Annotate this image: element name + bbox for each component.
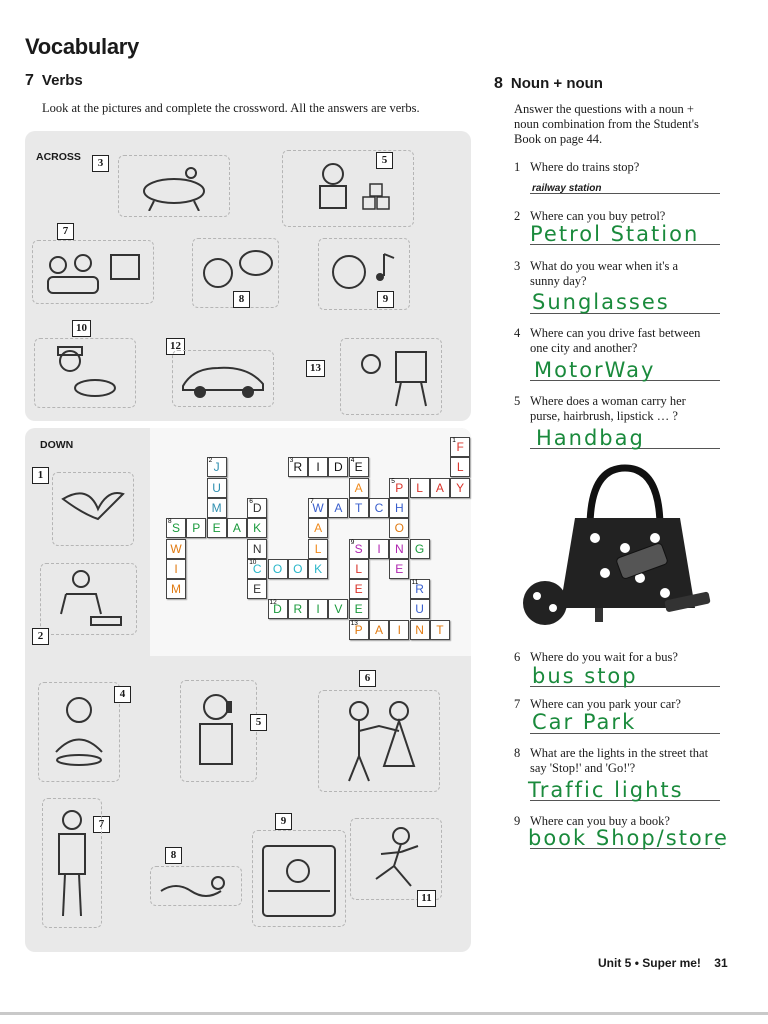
crossword-letter: W	[312, 500, 324, 515]
down-number-7: 7	[93, 816, 110, 833]
crossword-cell	[247, 518, 267, 538]
footer-bullet: •	[634, 956, 639, 970]
crossword-cell	[308, 539, 328, 559]
handbag-icon	[515, 458, 715, 628]
footer-unit: Unit 5	[598, 956, 632, 970]
answer-text[interactable]: Car Park	[532, 710, 637, 734]
crossword-clue-number: 13	[350, 619, 358, 627]
crossword-letter: E	[354, 602, 363, 617]
crossword-letter: A	[334, 500, 343, 515]
crossword-letter: I	[174, 561, 178, 576]
crossword-cell	[227, 518, 247, 538]
crossword-cell	[268, 599, 288, 619]
across-picture-cooking	[34, 338, 136, 408]
crossword-clue-number: 10	[249, 558, 257, 566]
crossword-letter: S	[171, 521, 180, 536]
crossword-letter: M	[211, 500, 222, 515]
question-number: 9	[514, 814, 521, 828]
question-item	[514, 160, 724, 176]
down-number-6: 6	[359, 670, 376, 687]
crossword-letter: D	[252, 500, 262, 515]
crossword-letter: T	[355, 500, 363, 515]
crossword-cell	[308, 559, 328, 579]
dancers-icon	[324, 696, 434, 786]
crossword-clue-number: 5	[391, 477, 395, 485]
crossword-cell	[166, 579, 186, 599]
crossword-letter: E	[253, 582, 262, 597]
crossword-letter: A	[435, 480, 444, 495]
handbag-illustration	[515, 458, 715, 628]
crossword-letter: I	[316, 460, 320, 475]
across-picture-singing	[318, 238, 410, 310]
answer-text[interactable]: Traffic lights	[528, 778, 684, 802]
crossword-letter: I	[377, 541, 381, 556]
crossword-letter: H	[394, 500, 404, 515]
crossword-letter: U	[212, 480, 221, 495]
crossword-cell	[349, 457, 369, 477]
crossword-cell	[389, 559, 409, 579]
crossword-letter: Y	[456, 480, 465, 495]
crossword-cell	[349, 498, 369, 518]
across-picture-watching-tv	[32, 240, 154, 304]
crossword-cell	[410, 539, 430, 559]
down-picture-jumping	[40, 563, 137, 635]
crossword-cell	[450, 437, 470, 457]
crossword-cell	[207, 478, 227, 498]
crossword-cell	[410, 579, 430, 599]
down-number-5: 5	[250, 714, 267, 731]
crossword-letter: N	[252, 541, 262, 556]
crossword-letter: A	[232, 521, 241, 536]
answer-text[interactable]: MotorWay	[534, 358, 656, 382]
crossword-letter: U	[415, 602, 424, 617]
across-number-9: 9	[377, 291, 394, 308]
crossword-cell	[288, 599, 308, 619]
exercise-8-heading	[494, 75, 603, 93]
crossword-cell	[430, 620, 450, 640]
crossword-cell	[349, 620, 369, 640]
crossword-letter: A	[354, 480, 363, 495]
question-item	[514, 259, 724, 291]
question-text: Where can you buy a book?	[530, 814, 670, 828]
across-picture-driving	[172, 350, 274, 407]
crossword-clue-number: 8	[168, 518, 172, 526]
exercise-8-instruction: Answer the questions with a noun + noun combination from the Student's Book on page 44.	[514, 102, 699, 146]
crossword-cell	[450, 457, 470, 477]
crossword-cell	[247, 539, 267, 559]
crossword-cell	[166, 539, 186, 559]
crossword-cell	[349, 539, 369, 559]
footer-page-number: 31	[714, 956, 728, 970]
crossword-clue-number: 7	[310, 497, 314, 505]
across-number-10: 10	[72, 320, 91, 337]
question-text: What are the lights in the street that say 'Stop!' and 'Go!'?	[530, 746, 709, 775]
crossword-letter: V	[334, 602, 343, 617]
crossword-letter: R	[293, 602, 303, 617]
crossword-letter: L	[416, 480, 423, 495]
crossword-cell	[369, 498, 389, 518]
across-number-3: 3	[92, 155, 109, 172]
crossword-cell	[389, 620, 409, 640]
crossword-letter: G	[414, 541, 425, 556]
across-label: ACROSS	[36, 151, 81, 163]
crossword-cell	[389, 518, 409, 538]
crossword-cell	[328, 599, 348, 619]
crossword-letter: E	[212, 521, 221, 536]
crossword-letter: F	[456, 440, 464, 454]
horse-icon	[129, 161, 219, 211]
crossword-letter: E	[395, 561, 404, 576]
exercise-8-title: Noun + noun	[510, 75, 603, 92]
crossword-letter: A	[374, 622, 383, 637]
crossword-letter: D	[334, 460, 343, 475]
crossword-cell	[430, 478, 450, 498]
crossword-letter: K	[253, 521, 262, 536]
crossword-letter: P	[395, 480, 404, 495]
answer-text[interactable]: railway station	[532, 183, 602, 194]
answer-text[interactable]: Petrol Station	[530, 222, 700, 246]
crossword-cell	[369, 620, 389, 640]
across-picture-horse-rider	[118, 155, 230, 217]
crossword-letter: C	[374, 500, 384, 515]
question-item	[514, 746, 724, 778]
question-text: What do you wear when it's a sunny day?	[530, 259, 679, 288]
crossword-cell	[207, 518, 227, 538]
crossword-cell	[349, 478, 369, 498]
question-number: 7	[514, 697, 521, 711]
exercise-7-title: Verbs	[41, 72, 83, 89]
crossword-cell	[349, 579, 369, 599]
crossword-cell	[308, 498, 328, 518]
crossword-clue-number: 12	[269, 599, 277, 607]
phone-girl-icon	[186, 689, 251, 774]
crossword-letter: D	[273, 602, 282, 617]
crossword-letter: A	[314, 521, 323, 536]
tv-icon	[43, 247, 143, 297]
question-number: 2	[514, 209, 521, 223]
across-number-12: 12	[166, 338, 185, 355]
crossword-letter: L	[456, 460, 464, 475]
page-title: Vocabulary	[25, 34, 139, 59]
crossword-letter: R	[293, 460, 303, 475]
crossword-letter: R	[415, 582, 424, 597]
crossword-cell	[288, 457, 308, 477]
crossword-cell	[389, 539, 409, 559]
across-number-7: 7	[57, 223, 74, 240]
down-number-4: 4	[114, 686, 131, 703]
down-label: DOWN	[40, 439, 74, 451]
crossword-cell	[207, 457, 227, 477]
page-footer	[598, 956, 728, 970]
crossword-letter: P	[192, 521, 201, 536]
question-number: 3	[514, 259, 521, 273]
answer-text[interactable]: Handbag	[536, 426, 645, 450]
across-picture-child-blocks	[282, 150, 414, 227]
crossword-cell	[186, 518, 206, 538]
crossword-cell	[389, 478, 409, 498]
crossword-cell	[308, 457, 328, 477]
crossword-clue-number: 1	[452, 437, 456, 444]
question-number: 1	[514, 160, 521, 174]
crossword-letter: O	[293, 561, 303, 576]
exercise-7-instruction: Look at the pictures and complete the crossword. All the answers are verbs.	[42, 101, 420, 115]
crossword-letter: T	[436, 622, 444, 637]
crossword-clue-number: 6	[249, 497, 253, 505]
across-number-13: 13	[306, 360, 325, 377]
across-number-8: 8	[233, 291, 250, 308]
crossword-letter: N	[394, 541, 404, 556]
footer-title: Super me!	[642, 956, 701, 970]
crossword-letter: I	[397, 622, 401, 637]
crossword-letter: C	[252, 561, 262, 576]
easel-icon	[346, 344, 436, 409]
crossword-clue-number: 3	[289, 457, 294, 465]
bottom-divider	[0, 1012, 768, 1015]
crossword-clue-number: 4	[350, 457, 355, 465]
bird-icon	[58, 479, 128, 539]
down-number-1: 1	[32, 467, 49, 484]
crossword-cell	[247, 579, 267, 599]
jumping-boy-icon	[46, 569, 131, 629]
crossword-letter: P	[354, 622, 363, 637]
crossword-cell	[450, 478, 470, 498]
down-number-11: 11	[417, 890, 436, 907]
down-picture-eating	[38, 682, 120, 782]
runner-icon	[356, 824, 436, 894]
crossword-cell	[410, 620, 430, 640]
crossword-cell	[247, 498, 267, 518]
crossword-cell	[410, 599, 430, 619]
question-number: 8	[514, 746, 521, 760]
swimmer-icon	[156, 871, 236, 901]
crossword-cell	[349, 599, 369, 619]
crossword-grid	[166, 437, 466, 647]
question-text: Where does a woman carry her purse, hairbrush, lipstick … ?	[530, 394, 686, 423]
down-picture-swimming	[150, 866, 242, 906]
down-picture-dancing	[318, 690, 440, 792]
question-text: Where can you park your car?	[530, 697, 681, 711]
crossword-letter: O	[394, 521, 404, 536]
exercise-7-number: 7	[25, 72, 34, 89]
question-item	[514, 394, 724, 426]
crossword-letter: E	[354, 582, 363, 597]
question-text: Where do trains stop?	[530, 160, 640, 174]
exercise-7-heading	[25, 72, 83, 90]
question-text: Where can you buy petrol?	[530, 209, 666, 223]
down-picture-phone	[180, 680, 257, 782]
crossword-letter: J	[213, 460, 220, 475]
bed-icon	[258, 836, 340, 921]
crossword-letter: W	[170, 541, 182, 556]
crossword-cell	[308, 518, 328, 538]
answer-text[interactable]: bus stop	[532, 664, 638, 688]
crossword-letter: O	[272, 561, 283, 576]
chef-icon	[40, 343, 130, 403]
crossword-cell	[207, 498, 227, 518]
question-text: Where can you drive fast between one city and another?	[530, 326, 701, 355]
crossword-clue-number: 9	[350, 538, 355, 546]
down-picture-sleeping	[252, 830, 346, 927]
exercise-8-number: 8	[494, 75, 503, 92]
question-number: 6	[514, 650, 521, 664]
crossword-letter: S	[354, 541, 363, 556]
question-item	[514, 326, 724, 358]
down-picture-running	[350, 818, 442, 900]
crossword-cell	[369, 539, 389, 559]
crossword-letter: K	[314, 561, 323, 576]
question-text: Where do you wait for a bus?	[530, 650, 678, 664]
crossword-letter: L	[314, 541, 322, 556]
crossword-cell	[268, 559, 288, 579]
answer-text[interactable]: Sunglasses	[532, 290, 670, 314]
crossword-cell	[308, 599, 328, 619]
crossword-letter: N	[415, 622, 424, 637]
down-picture-bird-flying	[52, 472, 134, 546]
crossword-cell	[389, 498, 409, 518]
crossword-cell	[166, 559, 186, 579]
question-number: 5	[514, 394, 521, 408]
crossword-cell	[288, 559, 308, 579]
crossword-cell	[166, 518, 186, 538]
question-number: 4	[514, 326, 521, 340]
across-picture-painting	[340, 338, 442, 415]
standing-man-icon	[47, 806, 97, 921]
eating-man-icon	[44, 692, 114, 772]
down-number-8: 8	[165, 847, 182, 864]
down-number-9: 9	[275, 813, 292, 830]
crossword-cell	[328, 498, 348, 518]
down-picture-standing-man	[42, 798, 102, 928]
crossword-clue-number: 11	[411, 579, 419, 587]
car-icon	[178, 356, 268, 401]
across-number-5: 5	[376, 152, 393, 169]
crossword-cell	[349, 559, 369, 579]
down-number-2: 2	[32, 628, 49, 645]
crossword-letter: E	[354, 460, 363, 475]
crossword-cell	[328, 457, 348, 477]
crossword-letter: M	[171, 582, 181, 597]
crossword-letter: I	[316, 602, 320, 617]
crossword-cell	[410, 478, 430, 498]
crossword-letter: L	[355, 561, 363, 576]
crossword-clue-number: 2	[208, 457, 213, 465]
answer-text[interactable]: book Shop/store	[528, 826, 729, 850]
crossword-cell	[247, 559, 267, 579]
